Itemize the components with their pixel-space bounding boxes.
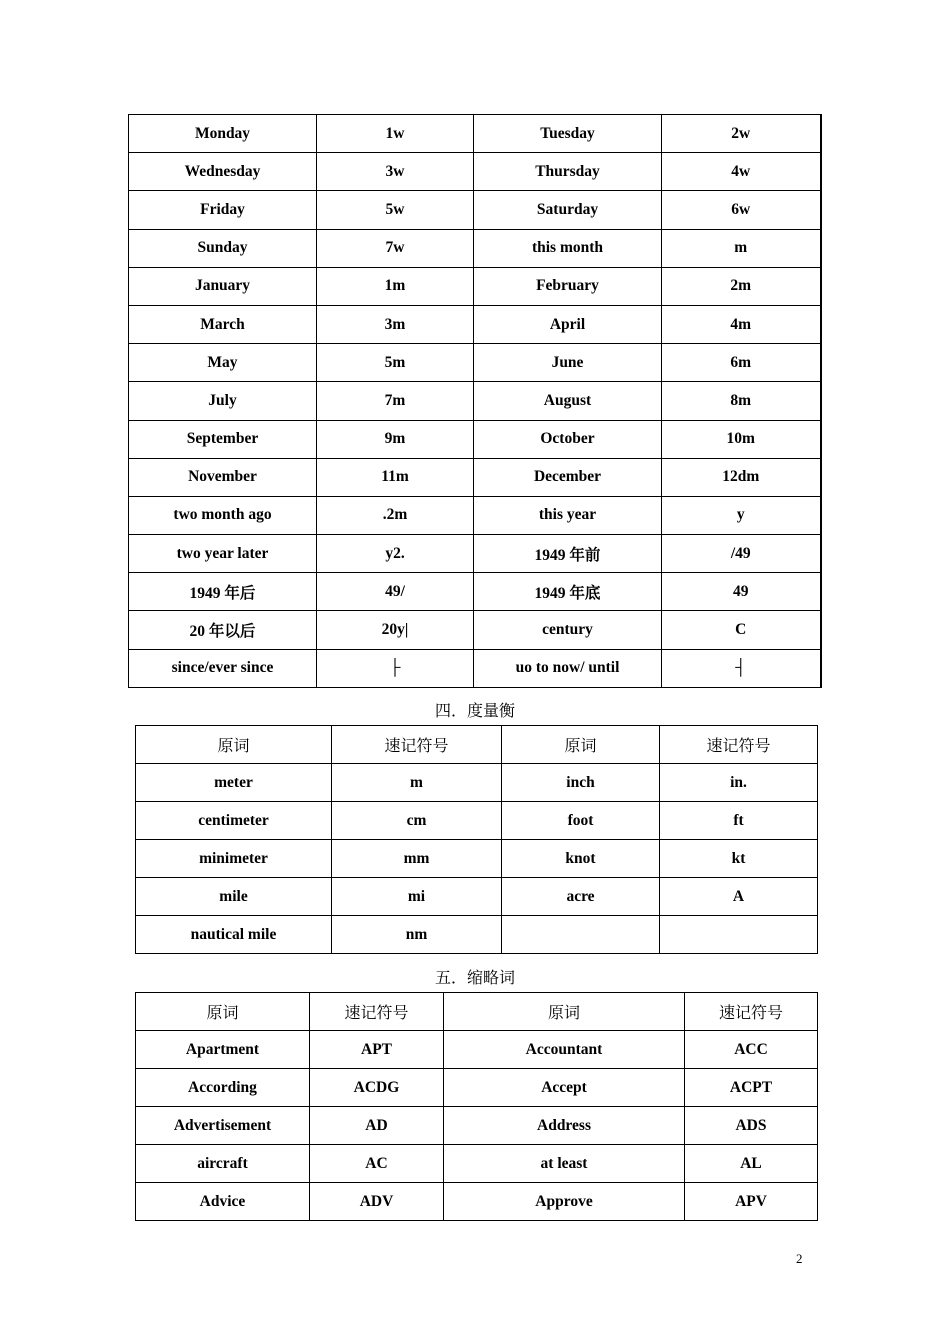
table-row [136, 1183, 818, 1221]
table-cell: 10m [662, 420, 821, 458]
table-cell: 11m [317, 458, 474, 496]
table-cell: ACPT [685, 1069, 818, 1107]
table-cell: at least [444, 1145, 685, 1183]
table-cell: January [129, 267, 317, 305]
table-cell [660, 916, 818, 954]
table-cell: mile [136, 878, 332, 916]
table-cell: July [129, 382, 317, 420]
table-cell: meter [136, 764, 332, 802]
table-cell: AD [310, 1107, 444, 1145]
table-row [129, 267, 821, 305]
table-cell: 5m [317, 344, 474, 382]
table-row [129, 344, 821, 382]
table-cell: April [474, 305, 662, 343]
table-cell: Tuesday [474, 115, 662, 153]
table-cell: Advertisement [136, 1107, 310, 1145]
table-cell: ┤ [662, 649, 821, 687]
table-cell: aircraft [136, 1145, 310, 1183]
column-header: 速记符号 [332, 726, 502, 764]
table-cell: centimeter [136, 802, 332, 840]
table-cell: 20 年以后 [129, 611, 317, 649]
table-row [136, 916, 818, 954]
table-cell: this month [474, 229, 662, 267]
table-cell: nm [332, 916, 502, 954]
table-cell: century [474, 611, 662, 649]
table-row [129, 535, 821, 573]
table-row [129, 305, 821, 343]
table-cell: uo to now/ until [474, 649, 662, 687]
table-cell: 1949 年后 [129, 573, 317, 611]
table-cell: 1m [317, 267, 474, 305]
table-cell: 3m [317, 305, 474, 343]
table-cell: ADS [685, 1107, 818, 1145]
table-cell: 7w [317, 229, 474, 267]
table-cell: two year later [129, 535, 317, 573]
table-cell: 1949 年前 [474, 535, 662, 573]
table-cell: APT [310, 1031, 444, 1069]
table-cell: this year [474, 496, 662, 534]
table-row [129, 229, 821, 267]
table-cell: /49 [662, 535, 821, 573]
table-cell: August [474, 382, 662, 420]
table-cell: cm [332, 802, 502, 840]
table-cell: ADV [310, 1183, 444, 1221]
page-number: 2 [796, 1251, 803, 1266]
table-cell: Address [444, 1107, 685, 1145]
table-cell: mm [332, 840, 502, 878]
table-cell [502, 916, 660, 954]
table-cell: C [662, 611, 821, 649]
table-row [136, 764, 818, 802]
table-cell: December [474, 458, 662, 496]
column-header: 原词 [136, 993, 310, 1031]
table-cell: 1949 年底 [474, 573, 662, 611]
table-cell: 6m [662, 344, 821, 382]
table-cell: Accept [444, 1069, 685, 1107]
column-header: 速记符号 [660, 726, 818, 764]
column-header: 速记符号 [310, 993, 444, 1031]
table-row [129, 611, 821, 649]
table-cell: May [129, 344, 317, 382]
header-row [136, 726, 818, 764]
table-cell: inch [502, 764, 660, 802]
table-row [129, 573, 821, 611]
table-cell: November [129, 458, 317, 496]
table-cell: foot [502, 802, 660, 840]
table-cell: ├ [317, 649, 474, 687]
table-cell: 49/ [317, 573, 474, 611]
time-abbreviation-table [128, 114, 822, 688]
table-cell: AC [310, 1145, 444, 1183]
table-cell: ACC [685, 1031, 818, 1069]
table-cell: Sunday [129, 229, 317, 267]
section-5-caption: 五．缩略词 [434, 968, 515, 987]
table-cell: minimeter [136, 840, 332, 878]
table-cell: 5w [317, 191, 474, 229]
table-cell: 6w [662, 191, 821, 229]
table-row [129, 420, 821, 458]
table-cell: ACDG [310, 1069, 444, 1107]
table-cell: APV [685, 1183, 818, 1221]
table-cell: knot [502, 840, 660, 878]
table-cell: Saturday [474, 191, 662, 229]
table-cell: March [129, 305, 317, 343]
table-cell: ft [660, 802, 818, 840]
table-cell: .2m [317, 496, 474, 534]
table-cell: Apartment [136, 1031, 310, 1069]
table-cell: two month ago [129, 496, 317, 534]
table-row [129, 191, 821, 229]
table-cell: A [660, 878, 818, 916]
table-cell: m [662, 229, 821, 267]
table-cell: 4m [662, 305, 821, 343]
table-cell: 1w [317, 115, 474, 153]
table-row [136, 878, 818, 916]
table-cell: October [474, 420, 662, 458]
table-cell: February [474, 267, 662, 305]
table-cell: Wednesday [129, 153, 317, 191]
table-row [129, 649, 821, 687]
table-cell: 49 [662, 573, 821, 611]
table-cell: According [136, 1069, 310, 1107]
table-cell: acre [502, 878, 660, 916]
header-row [136, 993, 818, 1031]
measurement-table [135, 725, 818, 954]
table-cell: Friday [129, 191, 317, 229]
table-cell: 3w [317, 153, 474, 191]
table-row [136, 802, 818, 840]
table-cell: June [474, 344, 662, 382]
table-cell: Monday [129, 115, 317, 153]
table-cell: 2m [662, 267, 821, 305]
table-row [129, 115, 821, 153]
table-row [136, 1145, 818, 1183]
table-cell: 2w [662, 115, 821, 153]
section-4-caption: 四．度量衡 [434, 701, 515, 720]
table-row [129, 458, 821, 496]
column-header: 原词 [502, 726, 660, 764]
table-cell: y2. [317, 535, 474, 573]
table-cell: 9m [317, 420, 474, 458]
table-cell: AL [685, 1145, 818, 1183]
table-row [136, 1069, 818, 1107]
table-row [136, 1107, 818, 1145]
abbreviation-table [135, 992, 818, 1221]
table-cell: m [332, 764, 502, 802]
table-cell: Advice [136, 1183, 310, 1221]
column-header: 速记符号 [685, 993, 818, 1031]
table-cell: in. [660, 764, 818, 802]
table-cell: nautical mile [136, 916, 332, 954]
table-row [136, 840, 818, 878]
table-row [136, 1031, 818, 1069]
table-cell: Accountant [444, 1031, 685, 1069]
table-cell: since/ever since [129, 649, 317, 687]
column-header: 原词 [136, 726, 332, 764]
table-row [129, 382, 821, 420]
table-cell: Thursday [474, 153, 662, 191]
column-header: 原词 [444, 993, 685, 1031]
table-cell: 7m [317, 382, 474, 420]
table-cell: September [129, 420, 317, 458]
table-cell: mi [332, 878, 502, 916]
table-cell: 8m [662, 382, 821, 420]
table-cell: 12dm [662, 458, 821, 496]
table-cell: kt [660, 840, 818, 878]
table-cell: 4w [662, 153, 821, 191]
table-cell: y [662, 496, 821, 534]
table-row [129, 496, 821, 534]
table-cell: 20y| [317, 611, 474, 649]
table-row [129, 153, 821, 191]
table-cell: Approve [444, 1183, 685, 1221]
